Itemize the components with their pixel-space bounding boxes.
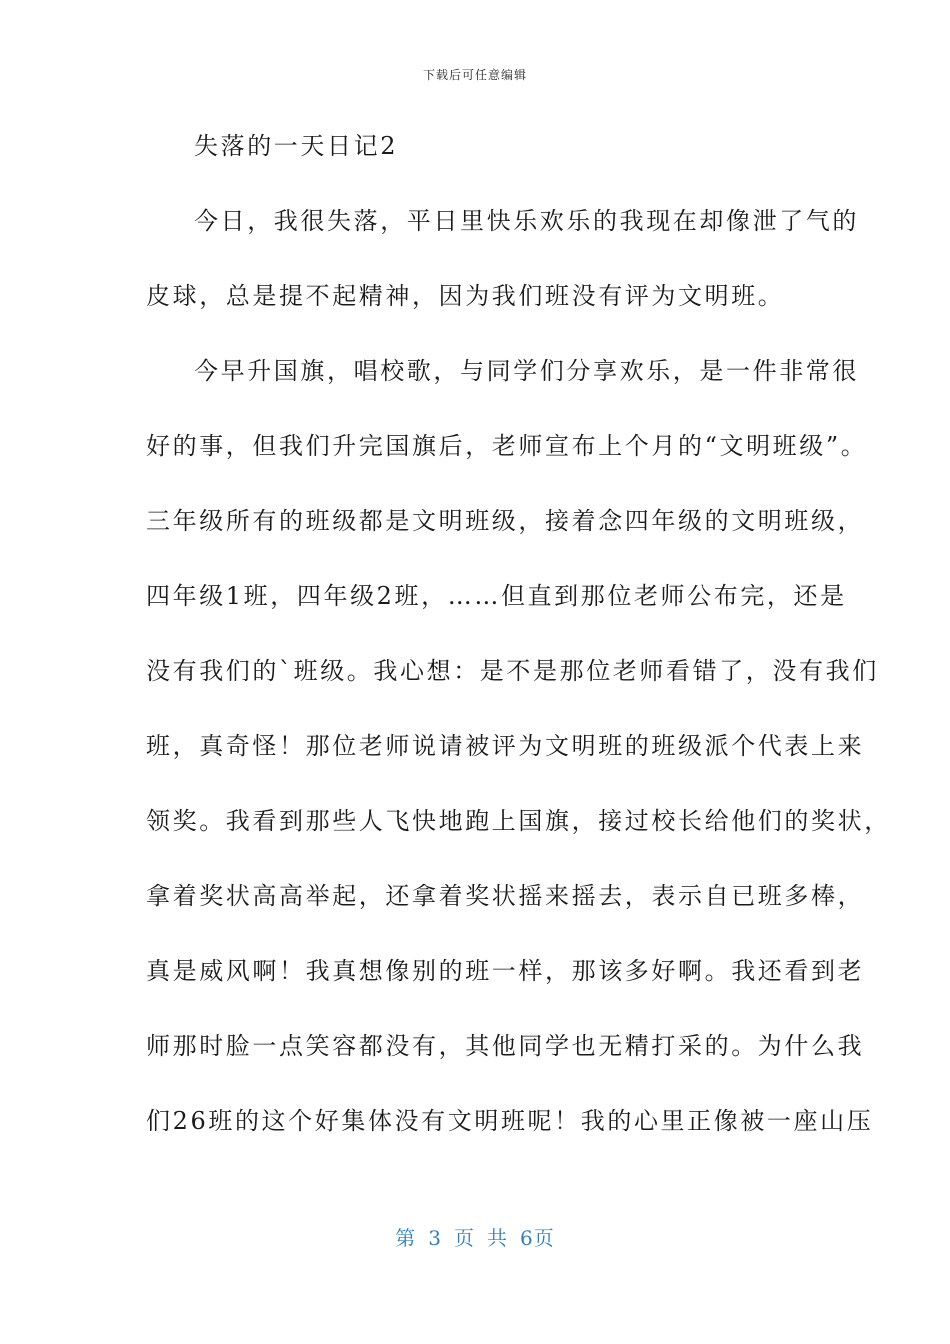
page-footer — [0, 1222, 950, 1251]
document-title: 失落的一天日记2 — [194, 132, 399, 160]
page-label: 共 — [487, 1226, 508, 1250]
paragraph-line: 真是威风啊！我真想像别的班一样，那该多好啊。我还看到老 — [146, 957, 865, 985]
page-label: 页 — [454, 1226, 475, 1250]
paragraph-line: 师那时脸一点笑容都没有，其他同学也无精打采的。为什么我 — [146, 1032, 865, 1060]
paragraph-line: 领奖。我看到那些人飞快地跑上国旗，接过校长给他们的奖状， — [146, 807, 891, 835]
paragraph-line: 好的事，但我们升完国旗后，老师宣布上个月的“文明班级”。 — [146, 432, 868, 460]
paragraph-line: 拿着奖状高高举起，还拿着奖状摇来摇去，表示自已班多棒， — [146, 882, 865, 910]
document-body — [146, 124, 891, 1174]
page-number-total: 6页 — [520, 1226, 555, 1250]
paragraph-line: 四年级1班，四年级2班，……但直到那位老师公布完，还是 — [146, 582, 847, 610]
paragraph-line: 没有我们的`班级。我心想：是不是那位老师看错了，没有我们 — [146, 657, 879, 685]
page-label: 第 — [395, 1226, 417, 1250]
page-header-note: 下载后可任意编辑 — [422, 68, 527, 82]
paragraph-line: 班，真奇怪！那位老师说请被评为文明班的班级派个代表上来 — [146, 732, 865, 760]
paragraph-line: 们26班的这个好集体没有文明班呢！我的心里正像被一座山压 — [146, 1107, 874, 1135]
page-number-current: 3 — [428, 1226, 442, 1250]
paragraph-line: 皮球，总是提不起精神，因为我们班没有评为文明班。 — [146, 282, 785, 310]
paragraph-line: 今日，我很失落，平日里快乐欢乐的我现在却像泄了气的 — [194, 207, 859, 235]
paragraph-line: 今早升国旗，唱校歌，与同学们分享欢乐，是一件非常很 — [194, 357, 859, 385]
paragraph-line: 三年级所有的班级都是文明班级，接着念四年级的文明班级， — [146, 507, 865, 535]
